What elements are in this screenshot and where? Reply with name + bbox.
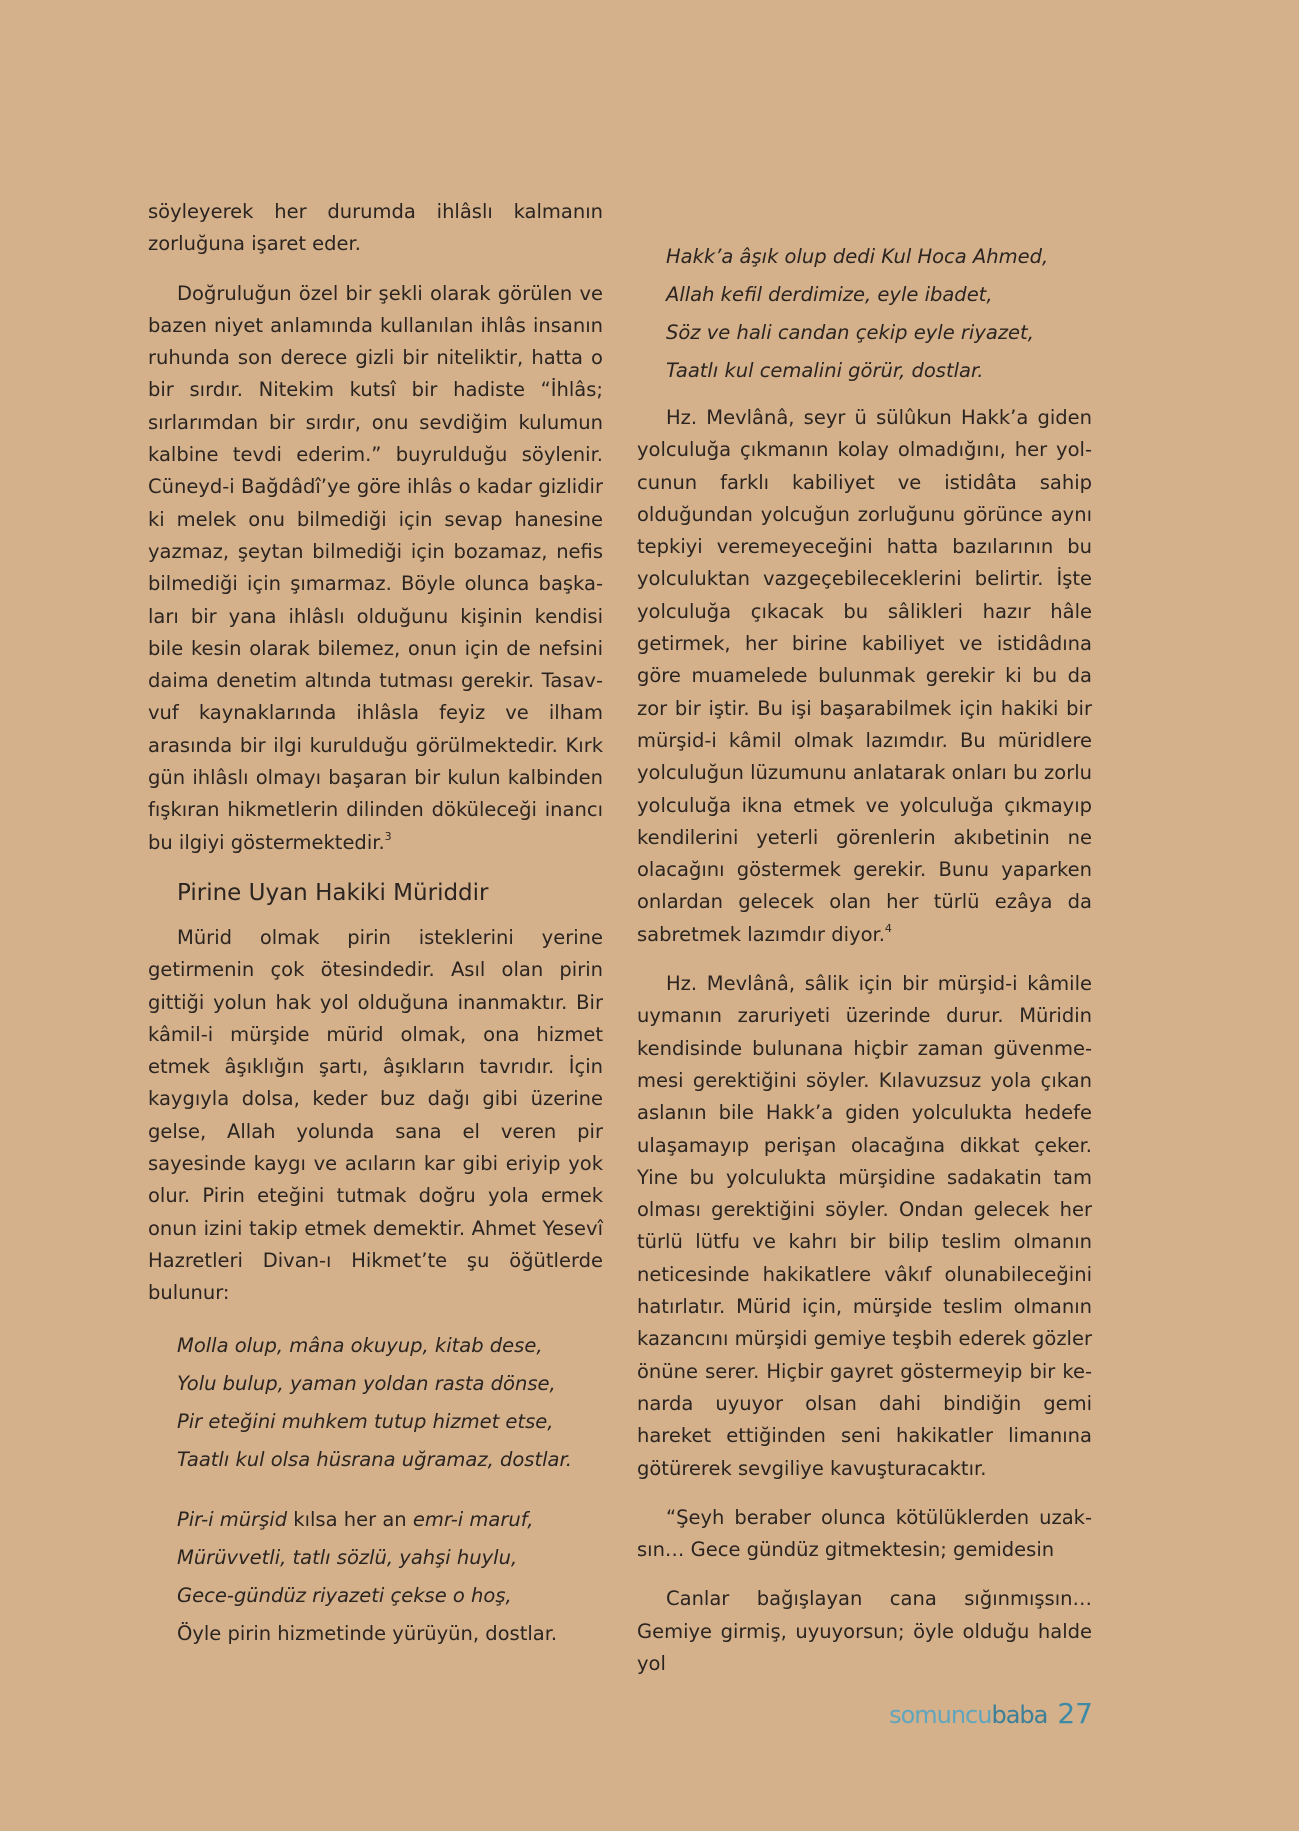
page-number: 27 <box>1057 1697 1093 1730</box>
verse-line: Öyle pirin hizmetinde yürüyün, dostlar. <box>177 1621 558 1645</box>
verse-line: Mürüvvetli, tatlı sözlü, yahşi huylu, <box>177 1545 518 1569</box>
paragraph <box>637 402 1092 951</box>
verse-line: Söz ve hali candan çekip eyle riyazet, <box>666 321 1034 344</box>
verse-block <box>177 1327 603 1479</box>
footnote-marker: 4 <box>884 921 892 935</box>
left-column <box>148 196 603 1675</box>
paragraph <box>637 1583 1092 1680</box>
page-footer <box>889 1697 1093 1730</box>
verse-line <box>177 1501 603 1539</box>
verse-line: Hakk’a âşık olup dedi Kul Hoca Ahmed, <box>666 245 1049 268</box>
paragraph <box>637 1502 1092 1567</box>
verse-line: Taatlı kul olsa hüsrana uğramaz, dostlar. <box>177 1447 572 1471</box>
paragraph-text: Doğruluğun özel bir şekli olarak görülen ve bazen niyet anlamında kullanılan ihlâs insanın ruhunda son derece gizli bir niteliktir, hatta o bir sırdır. Nitekim kutsî bir hadiste “İhlâs; sırlarımdan bir sırdır, onu sevdiğim kulumun kalbine tevdi ederim.” buyrulduğu söylenir. Cüneyd-i Bağdâdî’ye göre ihlâs o kadar gizlidir ki melek onu bilmediği için sevap hanesine yazmaz, şeytan bilmediği için bozamaz, nefis bilmediği için şımarmaz. Böyle olunca başkaları bir yana ihlâslı olduğunu kişinin kendisi bile kesin olarak bilemez, onun için de nefsini daima denetim altında tutması gerekir. Tasavvuf kaynaklarında ihlâsla feyiz ve ilham arasında bir ilgi kurulduğu görülmektedir. Kırk gün ihlâslı olmayı başaran bir kulun kalbinden fışkıran hikmetlerin dilinden döküleceği inancı bu ilgiyi göstermektedir. <box>148 281 603 854</box>
right-column <box>637 238 1092 1697</box>
verse-line: Taatlı kul cemalini görür, dostlar. <box>666 359 984 382</box>
verse-line: Gece-gündüz riyazeti çekse o hoş, <box>177 1583 512 1607</box>
verse-block <box>666 238 1092 390</box>
verse-segment: kılsa her an <box>287 1507 413 1531</box>
paragraph <box>637 968 1092 1485</box>
verse-line: Molla olup, mâna okuyup, kitab dese, <box>177 1333 543 1357</box>
paragraph-text: Hz. Mevlânâ, sâlik için bir mürşid-i kâmile uymanın zaruriyeti üzerinde durur. Müridin kendisinde bulunana hiçbir zaman güvenmemesi gerektiğini söyler. Kılavuzsuz yola çıkan aslanın bile Hakk’a giden yolculukta hedefe ulaşamayıp perişan olacağına dikkat çeker. Yine bu yolculukta mürşidine sadakatin tam olması gerektiğini söyler. Ondan gelecek her türlü lütfu ve kahrı bir bilip teslim olmanın neticesinde hakikatlere vâkıf olunabileceğini hatırlatır. Mürid için, mürşide teslim olmanın kazancını mürşidi gemiye teşbih ederek gözler önüne serer. Hiçbir gayret göstermeyip bir kenarda uyuyor olsan dahi bindiğin gemi hareket ettiğinden seni hakikatler limanına götürerek sevgiliye kavuşturacaktır. <box>637 972 1092 1480</box>
paragraph-text: söyleyerek her durumda ihlâslı kalmanın zorluğuna işaret eder. <box>148 200 603 256</box>
verse-line: Allah kefil derdimize, eyle ibadet, <box>666 283 993 306</box>
verse-block <box>177 1501 603 1653</box>
verse-segment: Pir-i mürşid <box>177 1507 288 1531</box>
verse-segment: emr-i maruf, <box>412 1507 534 1531</box>
paragraph-text: Hz. Mevlânâ, seyr ü sülûkun Hakk’a giden yolculuğa çıkmanın kolay olmadığını, her yolcunun farklı kabiliyet ve istidâta sahip olduğundan yolcuğun zorluğunu görünce aynı tepkiyi veremeyeceğini hatta bazılarının bu yolculuktan vazgeçebileceklerini belirtir. İşte yolculuğa çıkacak bu sâlikleri hazır hâle getirmek, her birine kabiliyet ve istidâdına göre muamelede bulunmak gerekir ki bu da zor bir iştir. Bu işi başarabilmek için hakiki bir mürşid-i kâmil olmak lazımdır. Bu müridlere yolculuğun lüzumunu anlatarak onları bu zorlu yolculuğa ikna etmek ve yolculuğa çıkmayıp kendilerini yeterli görenlerin akıbetinin ne olacağını göstermek gerekir. Bunu yaparken onlardan gelecek olan her türlü ezâya da sabretmek lazımdır diyor. <box>637 406 1092 946</box>
paragraph-text: Mürid olmak pirin isteklerini yerine getirmenin çok ötesindedir. Asıl olan pirin gittiği yolun hak yol olduğuna inanmaktır. Bir kâmil-i mürşide mürid olmak, ona hizmet etmek âşıklığın şartı, âşıkların tavrıdır. İçin kaygıyla dolsa, keder buz dağı gibi üzerine gelse, Allah yolunda sana el veren pir sayesinde kaygı ve acıların kar gibi eriyip yok olur. Pirin eteğini tutmak doğru yola ermek onun izini takip etmek demektir. Ahmet Yesevî Hazretleri Divan-ı Hikmet’te şu öğütlerde bulunur: <box>148 925 603 1305</box>
verse-line: Yolu bulup, yaman yoldan rasta dönse, <box>177 1371 556 1395</box>
paragraph <box>148 278 603 859</box>
paragraph <box>148 922 603 1310</box>
verse-line: Pir eteğini muhkem tutup hizmet etse, <box>177 1409 554 1433</box>
paragraph-text: “Şeyh beraber olunca kötülüklerden uzaksın… Gece gündüz gitmektesin; gemidesin <box>637 1505 1092 1562</box>
magazine-logo-part1: somuncu <box>889 1701 992 1729</box>
magazine-logo-part2: baba <box>991 1701 1048 1729</box>
paragraph-text: Canlar bağışlayan cana sığınmışsın… Gemiye girmiş, uyuyorsun; öyle olduğu halde yol <box>637 1587 1092 1675</box>
footnote-marker: 3 <box>384 829 392 843</box>
paragraph <box>148 196 603 261</box>
section-heading: Pirine Uyan Hakiki Müriddir <box>177 879 489 906</box>
